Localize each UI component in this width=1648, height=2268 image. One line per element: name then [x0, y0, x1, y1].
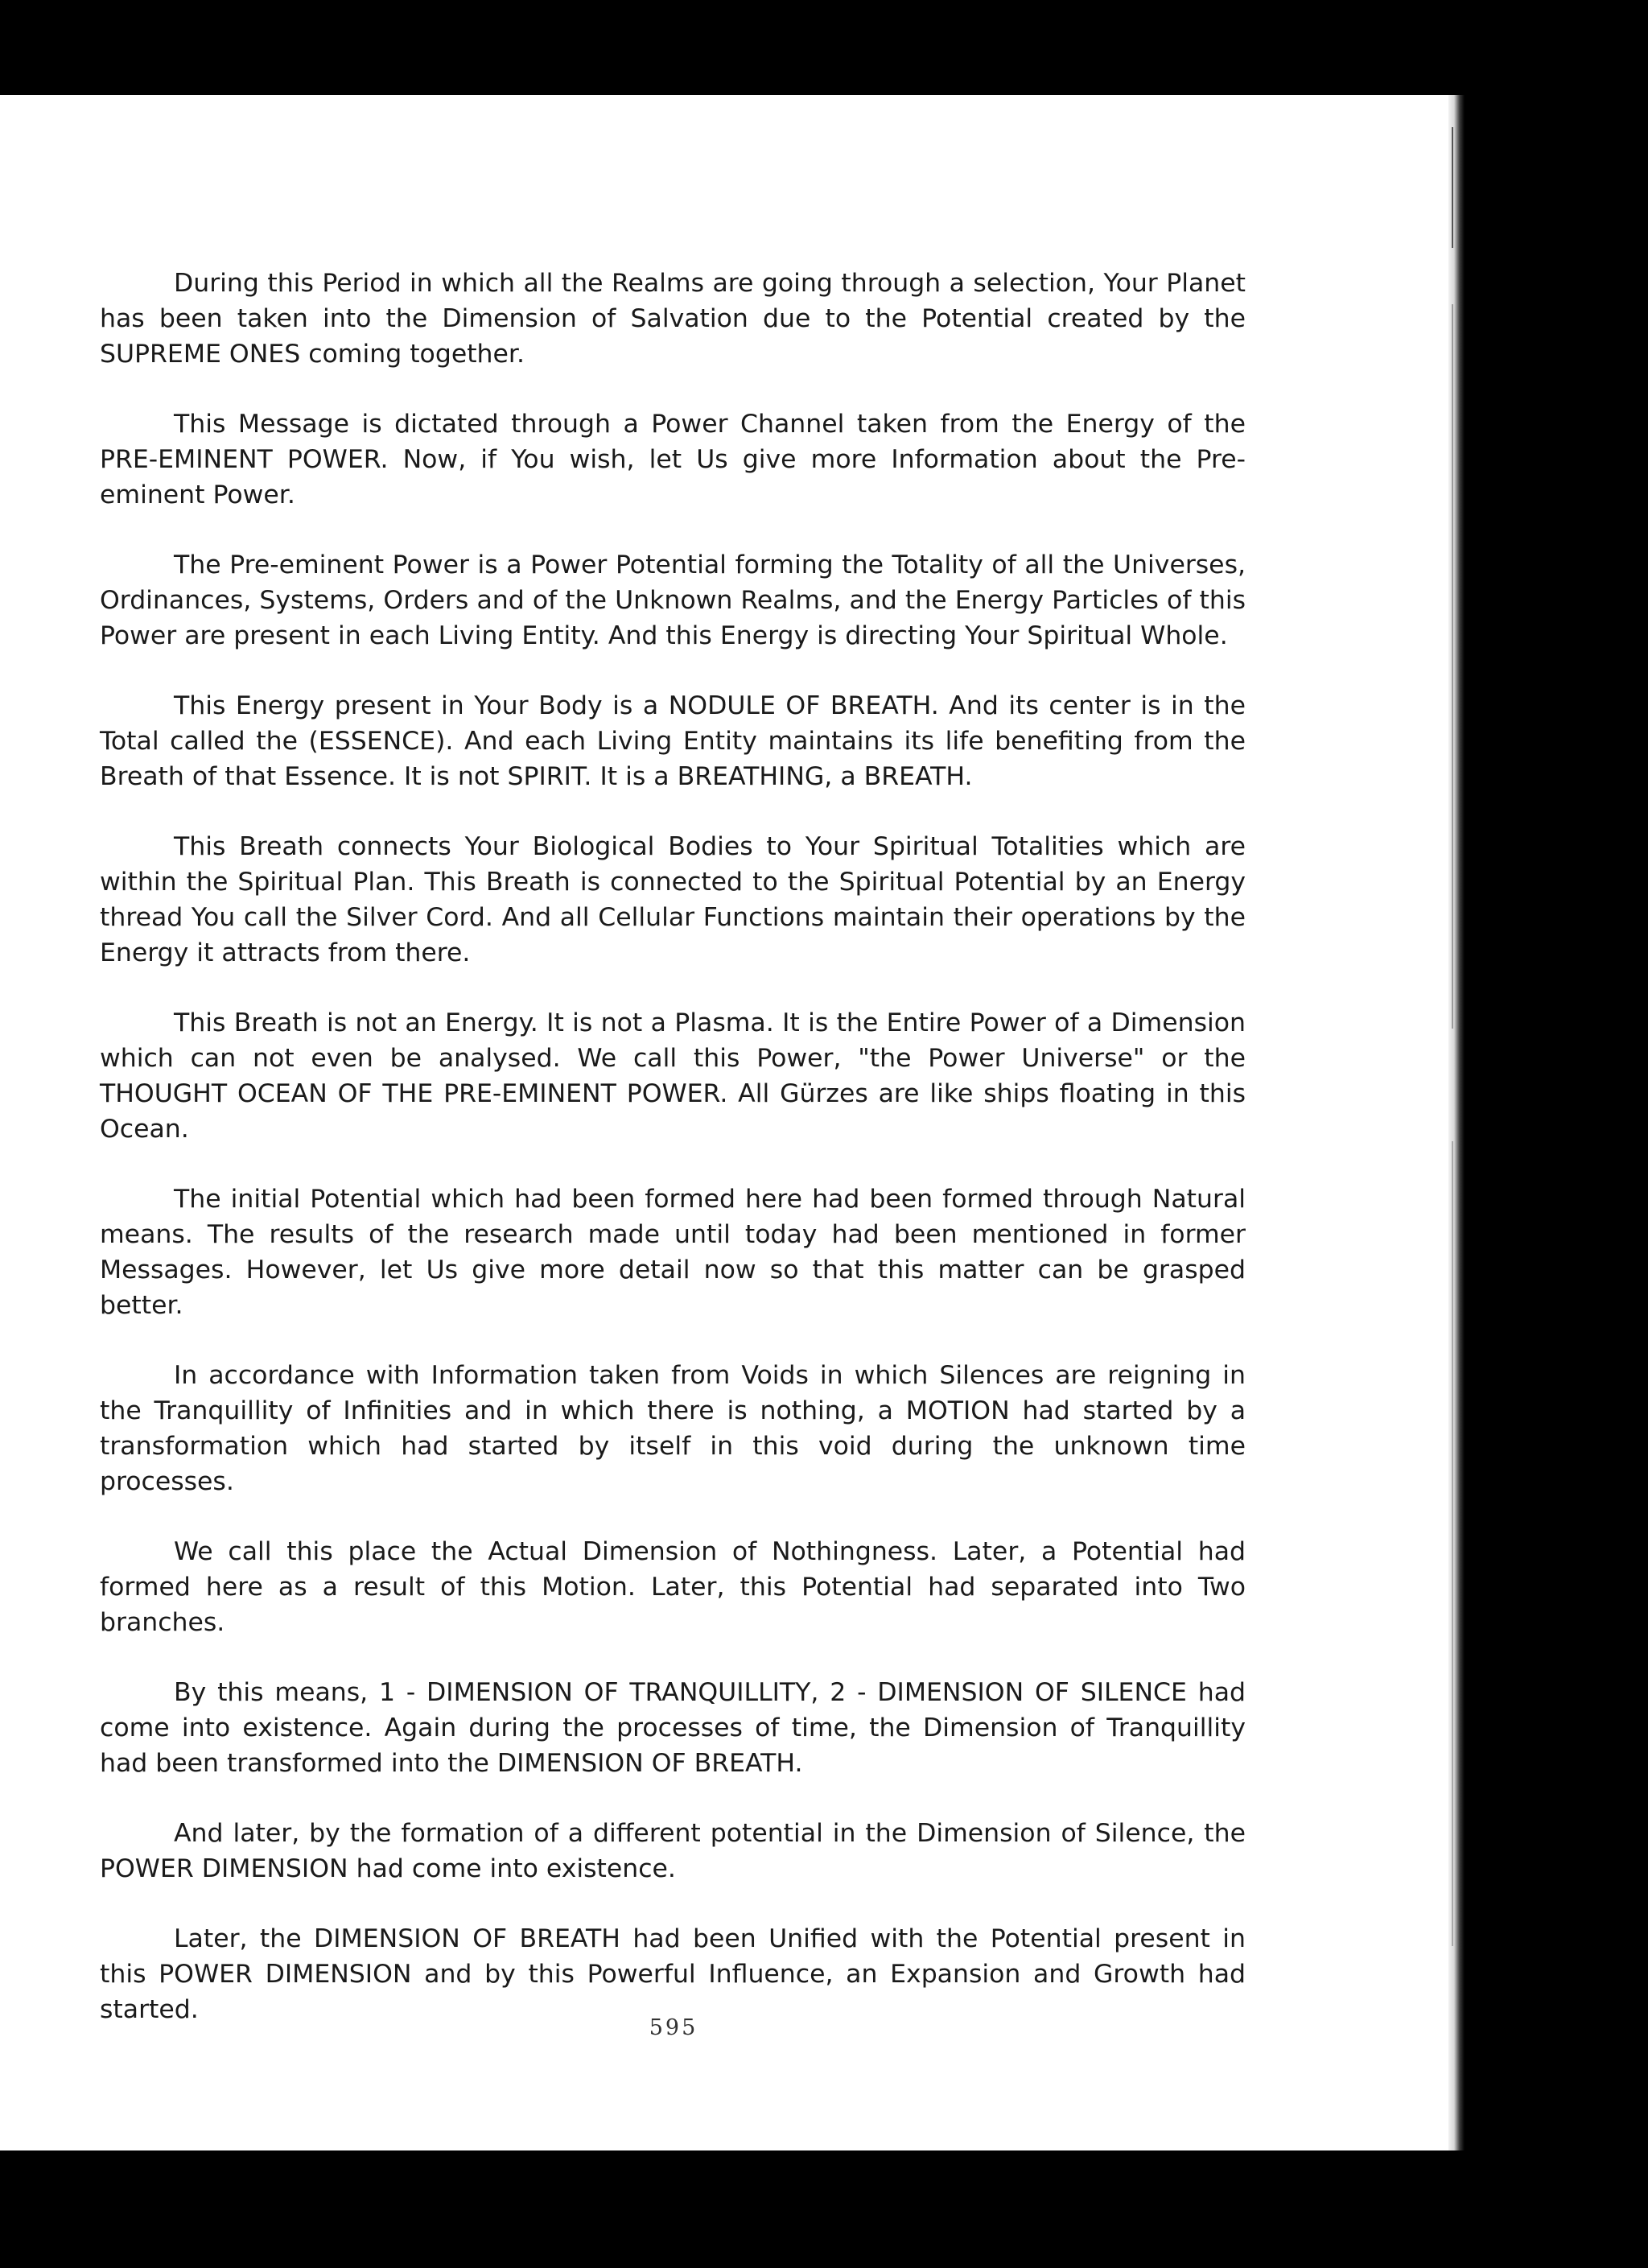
paragraph: In accordance with Information taken from Voids in which Silences are reigning in the Tranquillity of Infinities and in which there is nothing, a MOTION had started by a transformation which had started by itself in this void during the unknown time processes. [100, 1361, 1246, 1496]
body-text [100, 266, 1246, 2062]
paragraph: Later, the DIMENSION OF BREATH had been Unified with the Potential present in this POWER DIMENSION and by this Powerful Influence, an Expansion and Growth had started. [100, 1924, 1246, 2024]
scan-bottom-border [0, 2150, 1648, 2268]
paragraph: The Pre-eminent Power is a Power Potential forming the Totality of all the Universes, Ordinances, Systems, Orders and of the Unknown Realms, and the Energy Particles of this Power are present in each Living Entity. And this Energy is directing Your Spiritual Whole. [100, 551, 1246, 650]
paragraph: This Message is dictated through a Power Channel taken from the Energy of the PRE-EMINENT POWER. Now, if You wish, let Us give more Information about the Pre-eminent Power. [100, 410, 1246, 509]
paragraph: The initial Potential which had been formed here had been formed through Natural means. The results of the research made until today had been mentioned in former Messages. However, let Us give more detail now so that this matter can be grasped better. [100, 1185, 1246, 1320]
paragraph: This Breath connects Your Biological Bodies to Your Spiritual Totalities which are within the Spiritual Plan. This Breath is connected to the Spiritual Potential by an Energy thread You call the Silver Cord. And all Cellular Functions maintain their operations by the Energy it attracts from there. [100, 832, 1246, 967]
paragraph: This Breath is not an Energy. It is not a Plasma. It is the Entire Power of a Dimension which can not even be analysed. We call this Power, "the Power Universe" or the THOUGHT OCEAN OF THE PRE-EMINENT POWER. All Gürzes are like ships floating in this Ocean. [100, 1008, 1246, 1144]
scan-top-border [0, 0, 1648, 101]
paragraph: We call this place the Actual Dimension of Nothingness. Later, a Potential had formed here as a result of this Motion. Later, this Potential had separated into Two branches. [100, 1537, 1246, 1637]
edge-line [1452, 304, 1453, 1029]
paragraph: During this Period in which all the Realms are going through a selection, Your Planet has been taken into the Dimension of Salvation due to the Potential created by the SUPREME ONES coming together. [100, 269, 1246, 369]
edge-line [1452, 127, 1453, 248]
paragraph: This Energy present in Your Body is a NODULE OF BREATH. And its center is in the Total called the (ESSENCE). And each Living Entity maintains its life benefiting from the Breath of that Essence. It is not SPIRIT. It is a BREATHING, a BREATH. [100, 691, 1246, 791]
page-spine-edge [1448, 95, 1465, 2152]
paragraph: By this means, 1 - DIMENSION OF TRANQUILLITY, 2 - DIMENSION OF SILENCE had come into existence. Again during the processes of time, the Dimension of Tranquillity had been transformed into the DIMENSION OF BREATH. [100, 1678, 1246, 1778]
edge-line [1452, 1141, 1453, 1946]
page-number: 595 [649, 2015, 698, 2040]
paragraph: And later, by the formation of a different potential in the Dimension of Silence, the POWER DIMENSION had come into existence. [100, 1819, 1246, 1883]
